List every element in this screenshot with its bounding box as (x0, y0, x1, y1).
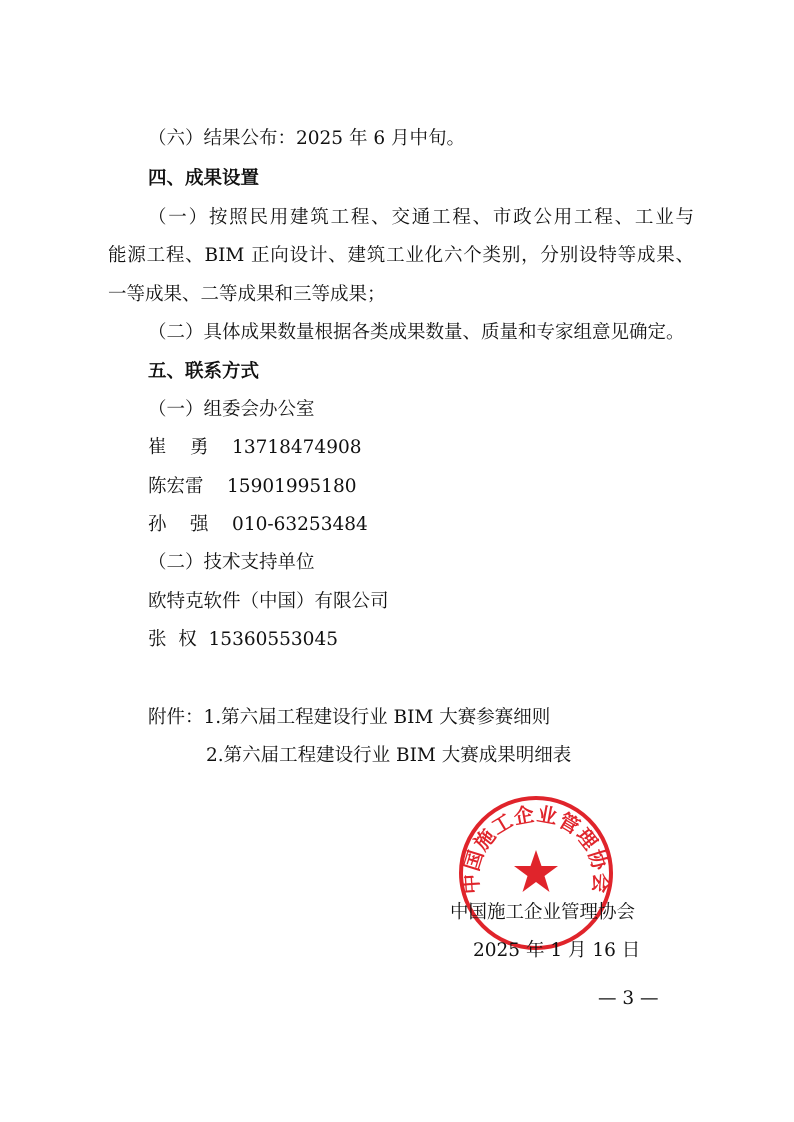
seal-text: 中国施工企业管理协会 (458, 801, 614, 895)
attachment-1: 附件：1.第六届工程建设行业 BIM 大赛参赛细则 (148, 707, 551, 728)
section-heading-results: 四、成果设置 (148, 168, 260, 189)
signature-date: 2025 年 1 月 16 日 (473, 940, 641, 961)
attachment-2: 2.第六届工程建设行业 BIM 大赛成果明细表 (206, 745, 572, 766)
section-heading-contact: 五、联系方式 (148, 361, 260, 382)
seal-star-icon (514, 850, 558, 892)
results-item-1-line-3: 一等成果、二等成果和三等成果； (108, 284, 386, 305)
page-number: — 3 — (598, 988, 659, 1009)
contact-person-4: 张 权 15360553045 (148, 629, 338, 650)
contact-person-3: 孙 强 010-63253484 (148, 514, 368, 535)
contact-group-office: （一）组委会办公室 (148, 399, 315, 420)
tech-support-company: 欧特克软件（中国）有限公司 (148, 591, 389, 612)
contact-group-tech-support: （二）技术支持单位 (148, 552, 315, 573)
contact-person-1: 崔 勇 13718474908 (148, 437, 362, 458)
contact-person-2: 陈宏雷 15901995180 (148, 476, 357, 497)
results-item-1-line-1: （一）按照民用建筑工程、交通工程、市政公用工程、工业与 (148, 207, 694, 228)
signature-organization: 中国施工企业管理协会 (450, 902, 636, 923)
results-item-2: （二）具体成果数量根据各类成果数量、质量和专家组意见确定。 (148, 322, 685, 343)
result-announcement: （六）结果公布：2025 年 6 月中旬。 (148, 128, 465, 149)
official-seal (456, 793, 616, 953)
results-item-1-line-2: 能源工程、BIM 正向设计、建筑工业化六个类别，分别设特等成果、 (108, 245, 694, 266)
